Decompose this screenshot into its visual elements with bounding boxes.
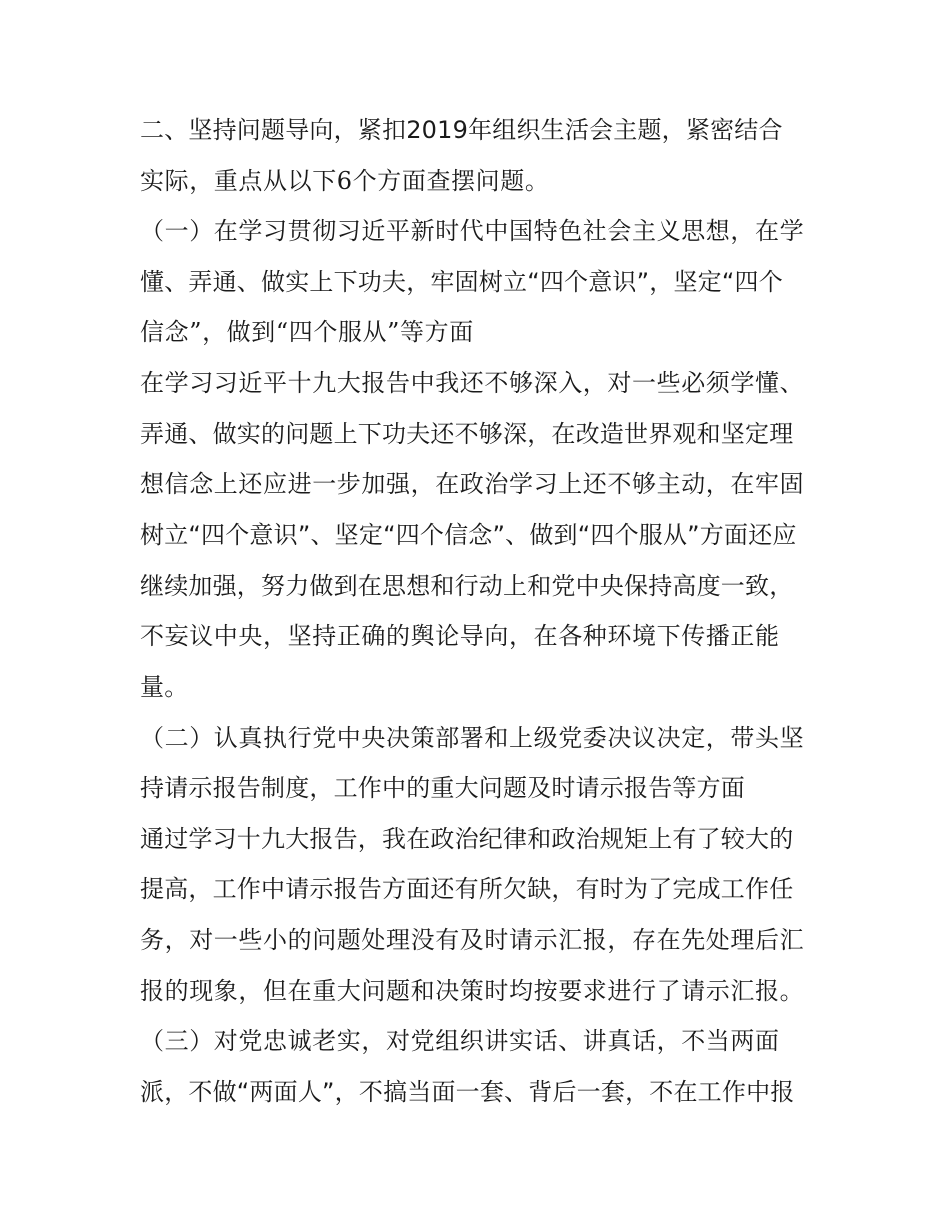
paragraph-2-line-2: 提高，工作中请示报告方面还有所欠缺，有时为了完成工作任	[140, 875, 794, 903]
paragraph-1-line-1: 在学习习近平十九大报告中我还不够深入，对一些必须学懂、	[140, 369, 805, 397]
paragraph-1-line-4: 树立“四个意识”、坚定“四个信念”、做到“四个服从”方面还应	[140, 521, 797, 549]
section-heading-line-2: 实际，重点从以下6个方面查摆问题。	[140, 167, 550, 195]
subheading-1-line-3: 信念”，做到“四个服从”等方面	[140, 318, 474, 346]
paragraph-1-line-6: 不妄议中央，坚持正确的舆论导向，在各种环境下传播正能	[140, 622, 780, 650]
subheading-2-line-1: （二）认真执行党中央决策部署和上级党委决议决定，带头坚	[140, 724, 805, 752]
subheading-1-line-2: 懂、弄通、做实上下功夫，牢固树立“四个意识”，坚定“四个	[140, 268, 783, 296]
paragraph-1-line-3: 想信念上还应进一步加强，在政治学习上还不够主动，在牢固	[140, 470, 805, 498]
paragraph-2-line-4: 报的现象，但在重大问题和决策时均按要求进行了请示汇报。	[140, 977, 805, 1005]
subheading-3-line-1: （三）对党忠诚老实，对党组织讲实话、讲真话，不当两面	[140, 1027, 780, 1055]
paragraph-1-line-2: 弄通、做实的问题上下功夫还不够深，在改造世界观和坚定理	[140, 420, 794, 448]
paragraph-2-line-3: 务，对一些小的问题处理没有及时请示汇报，存在先处理后汇	[140, 926, 805, 954]
subheading-1-line-1: （一）在学习贯彻习近平新时代中国特色社会主义思想，在学	[140, 217, 805, 245]
subheading-2-line-2: 持请示报告制度，工作中的重大问题及时请示报告等方面	[140, 774, 745, 802]
paragraph-1-line-7: 量。	[140, 673, 189, 701]
paragraph-1-line-5: 继续加强，努力做到在思想和行动上和党中央保持高度一致，	[140, 572, 794, 600]
paragraph-2-line-1: 通过学习十九大报告，我在政治纪律和政治规矩上有了较大的	[140, 825, 794, 853]
subheading-3-line-2: 派，不做“两面人”，不搞当面一套、背后一套，不在工作中报	[140, 1078, 795, 1106]
section-heading-line-1: 二、坚持问题导向，紧扣2019年组织生活会主题，紧密结合	[140, 116, 783, 144]
